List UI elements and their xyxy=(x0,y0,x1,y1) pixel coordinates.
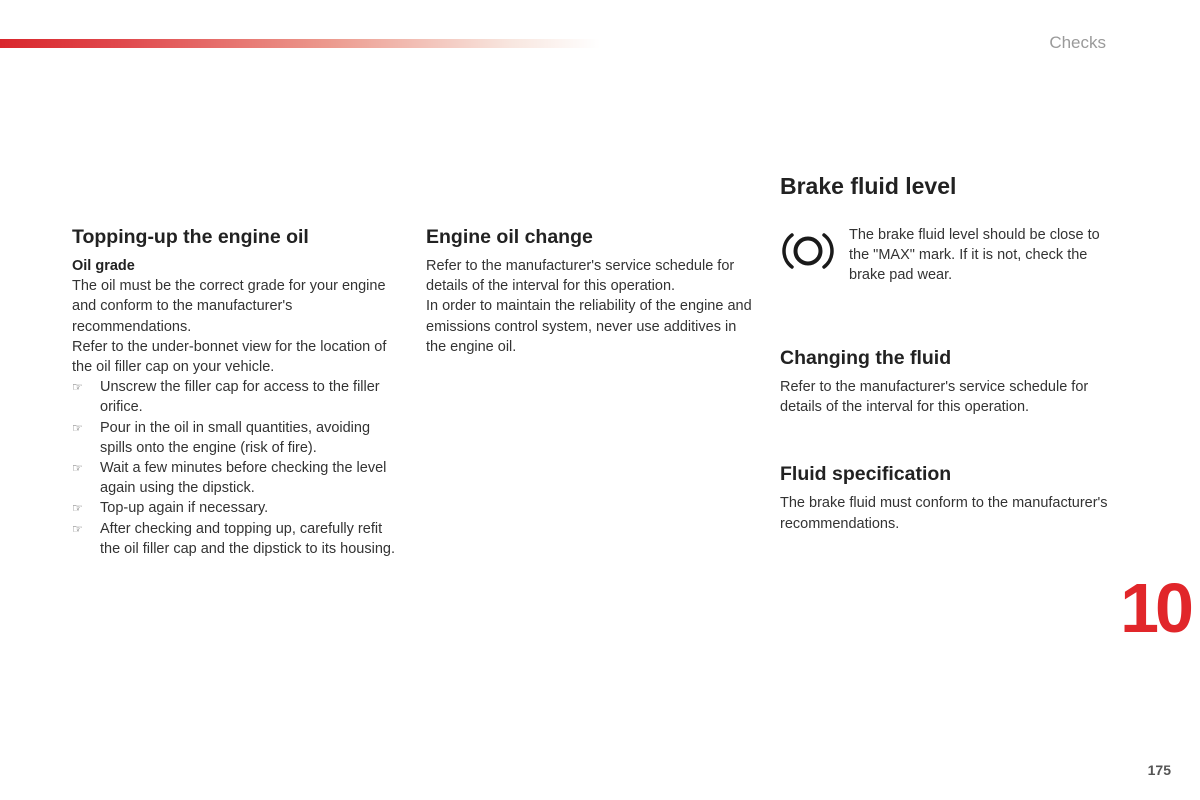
pointing-hand-icon: ☞ xyxy=(72,501,83,516)
list-item-text: After checking and topping up, carefully refit the oil filler cap and the dipstick to its housing. xyxy=(100,520,395,557)
paragraph: Refer to the under-bonnet view for the location of the oil filler cap on your vehicle. xyxy=(72,338,387,376)
heading-brake-fluid-level: Brake fluid level xyxy=(780,173,957,199)
column-brake-fluid xyxy=(780,171,1110,534)
heading-topping-up-oil: Topping-up the engine oil xyxy=(72,226,309,248)
brake-warning-text: The brake fluid level should be close to the "MAX" mark. If it is not, check the brake pad wear. xyxy=(849,227,1100,284)
list-item xyxy=(72,377,402,417)
paragraph: Refer to the manufacturer's service schedule for details of the interval for this operation. xyxy=(426,258,735,295)
subheading-oil-grade: Oil grade xyxy=(72,258,135,274)
pointing-hand-icon: ☞ xyxy=(72,461,83,476)
column-topping-up-oil xyxy=(72,224,402,559)
chapter-number: 10 xyxy=(1120,569,1190,647)
header-accent-bar xyxy=(0,39,600,48)
pointing-hand-icon: ☞ xyxy=(72,521,83,536)
section-title: Checks xyxy=(1049,33,1106,52)
heading-engine-oil-change: Engine oil change xyxy=(426,226,593,248)
list-item xyxy=(72,458,402,498)
page-number: 175 xyxy=(1147,762,1171,778)
list-item-text: Unscrew the filler cap for access to the filler orifice. xyxy=(100,379,380,416)
paragraph: Refer to the manufacturer's service schedule for details of the interval for this operation. xyxy=(780,379,1089,416)
instruction-list xyxy=(72,377,402,559)
pointing-hand-icon: ☞ xyxy=(72,420,83,435)
brake-warning-block xyxy=(780,225,1110,295)
list-item-text: Wait a few minutes before checking the level again using the dipstick. xyxy=(100,460,387,497)
heading-fluid-specification: Fluid specification xyxy=(780,463,952,486)
pointing-hand-icon: ☞ xyxy=(72,380,83,395)
paragraph: The oil must be the correct grade for your engine and conform to the manufacturer's recommendations. xyxy=(72,278,386,335)
heading-changing-fluid: Changing the fluid xyxy=(780,347,952,369)
list-item xyxy=(72,519,402,559)
list-item xyxy=(72,498,402,518)
paragraph: In order to maintain the reliability of the engine and emissions control system, never use additives in the engine oil. xyxy=(426,298,752,355)
brake-warning-icon xyxy=(780,229,836,273)
column-engine-oil-change xyxy=(426,224,756,357)
list-item xyxy=(72,418,402,458)
list-item-text: Top-up again if necessary. xyxy=(100,500,269,517)
paragraph: The brake fluid must conform to the manufacturer's recommendations. xyxy=(780,495,1108,532)
list-item-text: Pour in the oil in small quantities, avoiding spills onto the engine (risk of fire). xyxy=(100,419,371,456)
